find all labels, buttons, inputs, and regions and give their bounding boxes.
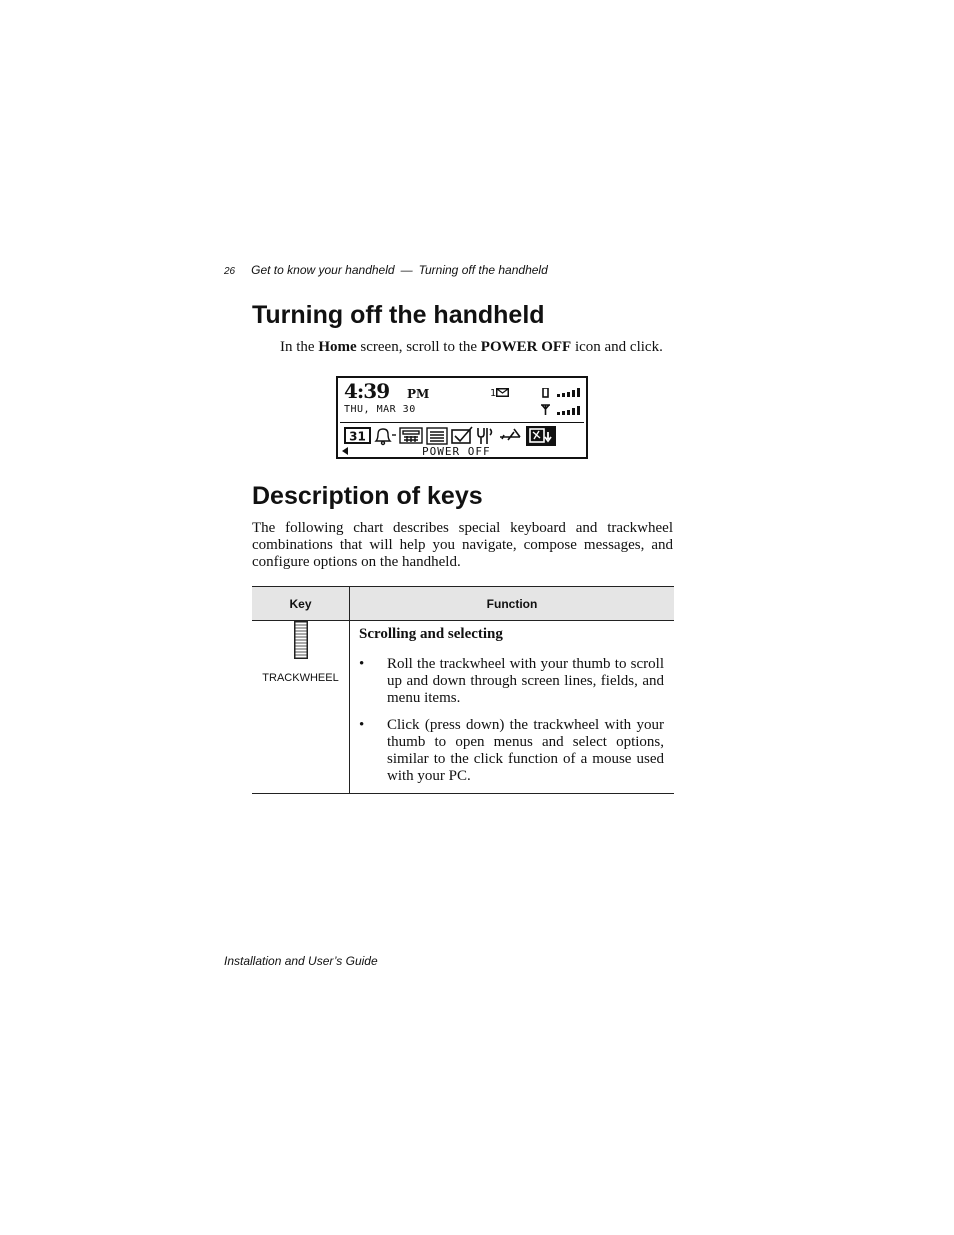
column-header-function: Function xyxy=(350,587,675,621)
page-footer: Installation and User’s Guide xyxy=(224,954,378,968)
power-off-icon xyxy=(526,426,556,446)
battery-level-icon xyxy=(542,388,584,398)
keys-table xyxy=(252,586,674,794)
intro-paragraph xyxy=(280,339,663,356)
list-item: • Click (press down) the trackwheel with your thumb to open menus and select options, similar to the click function of a mouse used with your PC. xyxy=(359,717,664,785)
intro-text: icon and click. xyxy=(571,339,663,355)
section-title: Turning off the handheld xyxy=(418,263,548,277)
screen-ampm: PM xyxy=(407,387,430,401)
description-line: The following chart describes special keyboard and trackwheel xyxy=(252,520,673,536)
calendar-icon xyxy=(345,428,370,444)
home-icon-row xyxy=(344,426,584,446)
running-header xyxy=(224,263,704,277)
power-off-term: POWER OFF xyxy=(480,339,572,355)
header-separator: — xyxy=(400,263,413,277)
intro-text: screen, scroll to the xyxy=(356,339,481,355)
description-line: combinations that will help you navigate, compose messages, and xyxy=(252,537,673,553)
screen-date: THU, MAR 30 xyxy=(344,404,416,415)
tasks-icon xyxy=(452,427,472,443)
calculator-icon xyxy=(400,428,422,443)
function-bullet-list xyxy=(359,656,664,785)
function-cell xyxy=(350,621,675,794)
envelope-icon xyxy=(496,388,509,397)
scroll-left-arrow-icon xyxy=(342,447,348,455)
key-cell xyxy=(252,621,350,794)
description-line: configure options on the handheld. xyxy=(252,554,461,570)
memo-icon xyxy=(427,428,447,444)
chapter-title: Get to know your handheld xyxy=(251,263,395,277)
list-item: • Roll the trackwheel with your thumb to scroll up and down through screen lines, fields, and menu items. xyxy=(359,656,664,707)
handheld-home-screen xyxy=(336,376,588,459)
alarm-icon xyxy=(376,429,396,445)
trackwheel-icon xyxy=(294,621,308,659)
screen-time: 4:39 xyxy=(344,379,390,403)
airplane-icon xyxy=(500,429,520,440)
page-number: 26 xyxy=(224,266,236,277)
calendar-day: 31 xyxy=(349,429,366,444)
heading-description-of-keys: Description of keys xyxy=(252,482,483,510)
column-header-key: Key xyxy=(252,587,350,621)
screen-divider xyxy=(340,422,584,423)
intro-text: In the xyxy=(280,339,319,355)
heading-turning-off: Turning off the handheld xyxy=(252,301,545,329)
selected-icon-label: POWER OFF xyxy=(422,445,491,458)
function-title: Scrolling and selecting xyxy=(359,626,503,642)
options-icon xyxy=(478,428,492,444)
table-row xyxy=(252,621,674,794)
key-label: TRACKWHEEL xyxy=(262,672,339,684)
message-count: 1 xyxy=(490,388,497,399)
keys-description xyxy=(252,520,673,571)
message-indicator xyxy=(490,388,509,399)
home-term: Home xyxy=(318,339,357,355)
signal-strength-icon xyxy=(540,404,584,416)
table-header-row xyxy=(252,587,674,621)
